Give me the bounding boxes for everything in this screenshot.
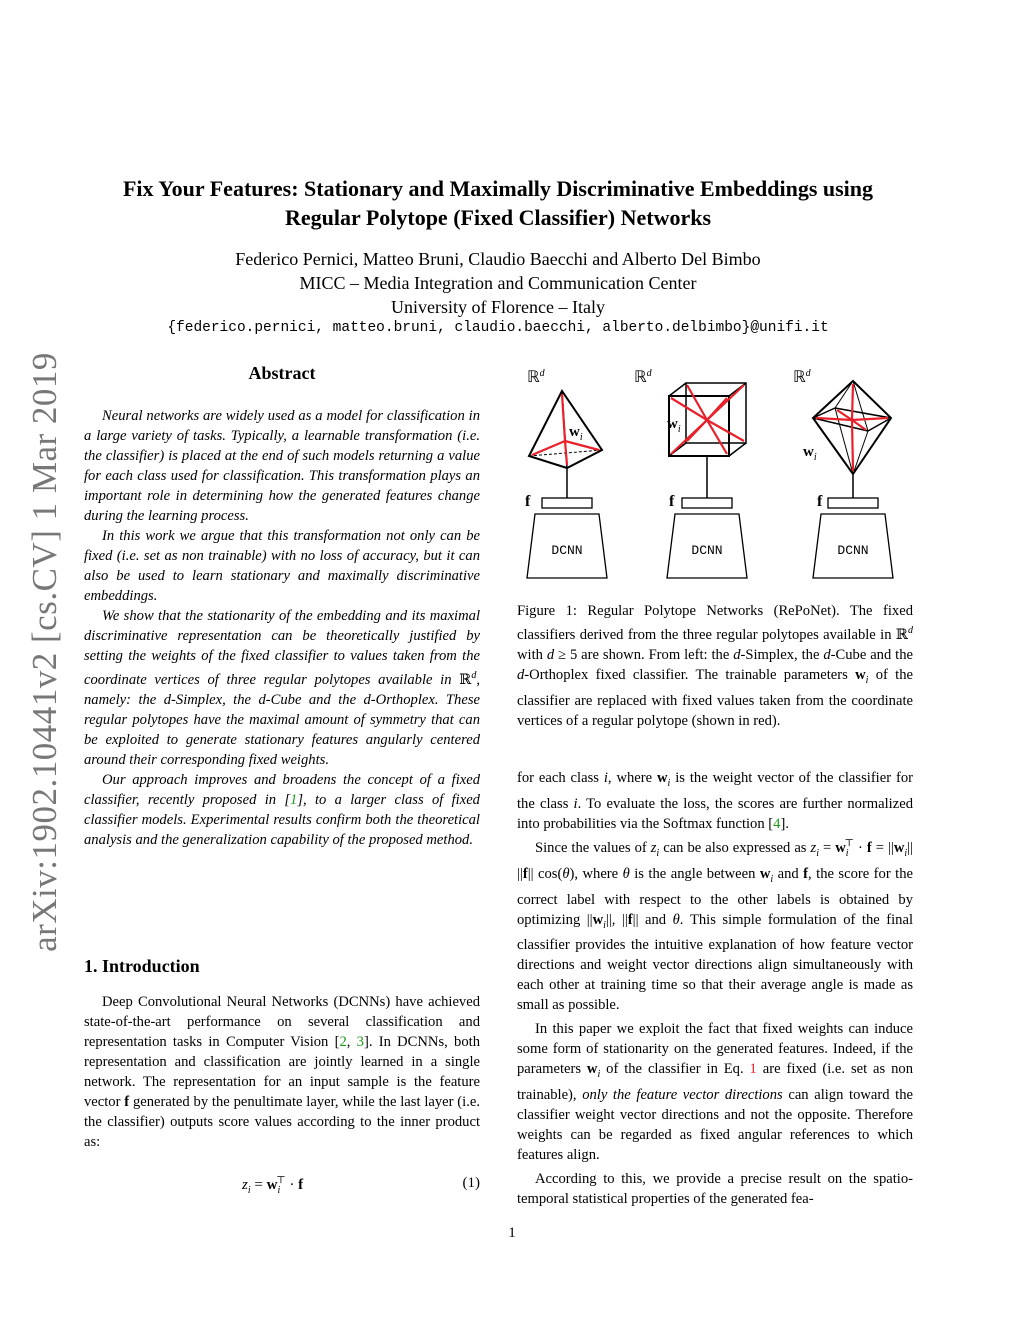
space-label: ℝ$^d$ — [793, 368, 811, 386]
affiliation-line-1: MICC – Media Integration and Communication Center — [299, 273, 697, 293]
introduction-body — [84, 992, 480, 1152]
abstract-heading: Abstract — [248, 363, 316, 383]
svg-text:f: f — [525, 493, 531, 510]
authors: Federico Pernici, Matteo Bruni, Claudio Baecchi and Alberto Del Bimbo — [235, 249, 761, 269]
body-paragraph: Since the values of $z_i$ can be also expressed as $z_i = w_i^⊤ \cdot f = ||w_i||$ ||f|| cos(θ), where θ is the angle between $w_i$ and f, the score for the correct label with respect to the other labels is obtained by optimizing $||w_i||$, ||f|| and θ. This simple formulation of the final classifier provides the intuitive explanation of how feature vector directions and weight vector directions align simultaneously with each other at training time so that their average angle is made as small as possible. — [517, 837, 914, 1014]
feature-layer — [682, 498, 732, 508]
equation-number: (1) — [462, 1175, 480, 1191]
citation-link[interactable]: 3 — [356, 1034, 364, 1050]
svg-text:wi: $w_i$ — [569, 424, 583, 443]
figure-1-polytope-networks — [517, 356, 913, 586]
figure-1-caption: Figure 1: Regular Polytope Networks (RePoNet). The fixed classifiers derived from the three regular polytopes available in ℝ$^d$ with d ≥ 5 are shown. From left: the d-Simplex, the d-Cube and the d-Orthoplex fixed classifier. The trainable parameters $w_i$ of the classifier are replaced with fixed values taken from the coordinate vertices of a regular polytope (shown in red). — [517, 603, 913, 729]
equation-link[interactable]: 1 — [749, 1061, 757, 1078]
feature-layer — [542, 498, 592, 508]
svg-text:DCNN: DCNN — [691, 543, 723, 558]
citation-link[interactable]: 2 — [339, 1034, 347, 1050]
body-paragraph: In this paper we exploit the fact that fixed weights can induce some form of stationarity on the generated features. Indeed, if the parameters $w_i$ of the classifier in Eq. 1 are fixed (i.e. set as non trainable), only the feature vector directions can align toward the classifier weight vector directions and not the opposite. Therefore weights can be regarded as fixed angular references to which features align. — [517, 1021, 914, 1164]
title-line-2: Regular Polytope (Fixed Classifier) Networks — [284, 205, 712, 230]
abstract-paragraph: In this work we argue that this transformation not only can be fixed (i.e. set as non trainable) with no loss of accuracy, but it can also be used to learn stationary and maximally discriminative embeddings. — [84, 528, 480, 604]
space-label: ℝ$^d$ — [527, 368, 545, 386]
introduction-heading: 1. Introduction — [84, 956, 200, 976]
abstract-paragraph: Neural networks are widely used as a model for classification in a large variety of tasks. Typically, a learnable transformation (i.e. the classifier) is placed at the end of such models returning a value for each class used for classification. This transformation plays an important role in determining how the generated features change during the learning process. — [84, 408, 480, 524]
svg-text:f: f — [817, 493, 823, 510]
feature-layer — [828, 498, 878, 508]
simplex-panel — [525, 368, 607, 578]
svg-text:DCNN: DCNN — [551, 543, 583, 558]
svg-text:wi: $w_i$ — [803, 444, 817, 463]
author-emails: {federico.pernici, matteo.bruni, claudio.baecchi, alberto.delbimbo}@unifi.it — [167, 320, 829, 336]
citation-link[interactable]: 4 — [773, 815, 781, 832]
svg-text:DCNN: DCNN — [837, 543, 869, 558]
affiliation-line-2: University of Florence – Italy — [391, 297, 605, 317]
arxiv-identifier: arXiv:1902.10441v2 [cs.CV] 1 Mar 2019 — [25, 352, 64, 952]
cube-panel — [634, 368, 747, 578]
paper-title — [60, 174, 936, 232]
abstract-paragraph: We show that the stationarity of the embedding and its maximal discriminative representation can be theoretically justified by setting the weights of the fixed classifier to values taken from the coordinate vertices of three regular polytopes available in ℝ$^d$, namely: the d-Simplex, the d-Cube and the d-Orthoplex. These regular polytopes have the maximal amount of symmetry that can be exploited to generate stationary features angularly centered around their corresponding fixed weights. — [84, 608, 480, 768]
orthoplex-panel — [793, 368, 893, 578]
body-paragraph: According to this, we provide a precise result on the spatio-temporal statistical properties of the generated fea- — [517, 1171, 913, 1208]
svg-text:wi: $w_i$ — [667, 416, 681, 435]
page-number: 1 — [508, 1225, 516, 1241]
abstract-paragraph: Our approach improves and broadens the concept of a fixed classifier, recently proposed in [1], to a larger class of fixed classifier models. Experimental results confirm both the theoretical analysis and the generalization capability of the proposed method. — [84, 771, 480, 848]
citation-link[interactable]: 1 — [290, 791, 298, 808]
title-line-1: Fix Your Features: Stationary and Maximally Discriminative Embeddings using — [122, 176, 874, 201]
right-column-body — [517, 768, 913, 1209]
abstract-body — [84, 406, 480, 850]
body-paragraph: for each class i, where $w_i$ is the weight vector of the classifier for the class i. To evaluate the loss, the scores are further normalized into probabilities via the Softmax function [4]. — [517, 770, 913, 832]
space-label: ℝ$^d$ — [634, 368, 652, 386]
svg-text:f: f — [669, 493, 675, 510]
orthoplex-weight-vectors — [816, 384, 888, 471]
intro-paragraph: Deep Convolutional Neural Networks (DCNNs) have achieved state-of-the-art performance on several classification and representation tasks in Computer Vision [2, 3]. In DCNNs, both representation and classification are jointly learned in a single network. The representation for an input sample is the feature vector f generated by the penultimate layer, while the last layer (i.e. the classifier) outputs score values according to the inner product as: — [84, 994, 480, 1150]
